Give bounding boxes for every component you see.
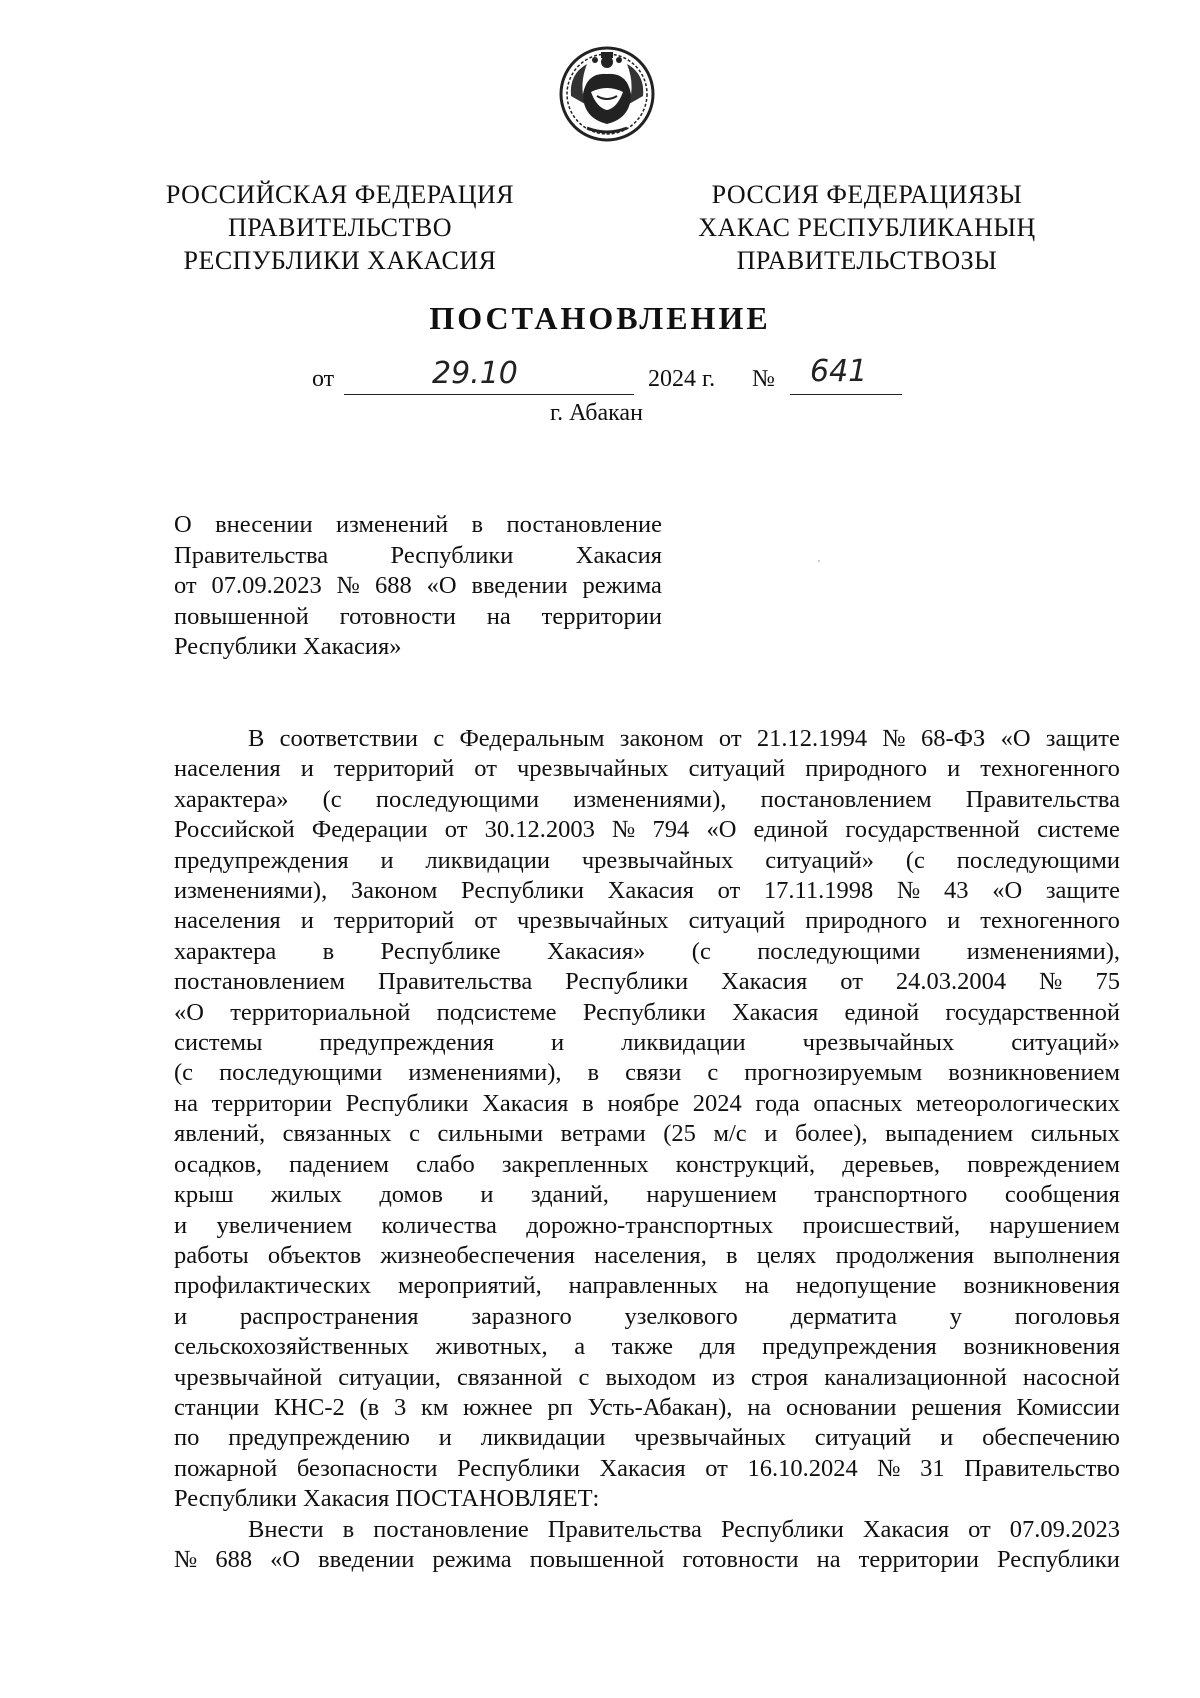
body-line: работы объектов жизнеобеспечения населения, в целях продолжения выполнения: [174, 1241, 1120, 1269]
date-underline: [344, 394, 634, 395]
body-line: явлений, связанных с сильными ветрами (25 м/с и более), выпадением сильных: [174, 1120, 1120, 1148]
body-line: станции КНС-2 (в 3 км южнее рп Усть-Абакан), на основании решения Комиссии: [174, 1393, 1120, 1421]
subject-line: Правительства Республики Хакасия: [174, 541, 662, 569]
body-line: населения и территорий от чрезвычайных ситуаций природного и техногенного: [174, 907, 1120, 935]
body-line: В соответствии с Федеральным законом от 21.12.1994 № 68-ФЗ «О защите: [248, 725, 1120, 752]
body-line: пожарной безопасности Республики Хакасия от 16.10.2024 № 31 Правительство: [174, 1454, 1120, 1482]
body-line: (с последующими изменениями), в связи с прогнозируемым возникновением: [174, 1059, 1120, 1087]
body-line: и распространения заразного узелкового дерматита у поголовья: [174, 1302, 1120, 1330]
handwritten-number: 641: [810, 354, 868, 389]
subject-line: О внесении изменений в постановление: [174, 511, 662, 538]
body-line: Республики Хакасия ПОСТАНОВЛЯЕТ:: [174, 1485, 600, 1513]
subject-line: Республики Хакасия»: [174, 633, 402, 660]
document-body: [174, 724, 1120, 1575]
body-line: по предупреждению и ликвидации чрезвычайных ситуаций и обеспечению: [174, 1424, 1120, 1452]
body-line: на территории Республики Хакасия в ноябре 2024 года опасных метеорологических: [174, 1089, 1120, 1117]
body-line: «О территориальной подсистеме Республики Хакасия единой государственной: [174, 998, 1120, 1026]
body-line: предупреждения и ликвидации чрезвычайных ситуаций» (с последующими: [174, 846, 1120, 874]
header-right-line: РОССИЯ ФЕДЕРАЦИЯЗЫ: [711, 180, 1023, 209]
subject-line: от 07.09.2023 № 688 «О введении режима: [174, 572, 662, 599]
header-right-line: ПРАВИТЕЛЬСТВОЗЫ: [736, 246, 998, 275]
header-right: [687, 178, 1047, 277]
body-line: характера в Республике Хакасия» (с последующими изменениями),: [174, 937, 1120, 965]
subject-line: повышенной готовности на территории: [174, 602, 662, 630]
body-line: и увеличением количества дорожно-транспортных происшествий, нарушением: [174, 1211, 1120, 1239]
body-line: постановлением Правительства Республики Хакасия от 24.03.2004 № 75: [174, 968, 1120, 996]
scan-speck: [818, 560, 820, 562]
document-subject: [174, 510, 662, 663]
body-line: населения и территорий от чрезвычайных ситуаций природного и техногенного: [174, 755, 1120, 783]
body-line: профилактических мероприятий, направленных на недопущение возникновения: [174, 1272, 1120, 1300]
date-year: 2024 г.: [648, 366, 716, 392]
header-left: [160, 178, 520, 277]
header-left-line: РОССИЙСКАЯ ФЕДЕРАЦИЯ: [165, 180, 515, 209]
header-right-line: ХАКАС РЕСПУБЛИКАНЫҢ: [698, 213, 1036, 242]
body-line: осадков, падением слабо закрепленных конструкций, деревьев, повреждением: [174, 1150, 1120, 1178]
body-line: чрезвычайной ситуации, связанной с выходом из строя канализационной насосной: [174, 1363, 1120, 1391]
body-line: Внести в постановление Правительства Республики Хакасия от 07.09.2023: [248, 1515, 1120, 1543]
city: г. Абакан: [550, 400, 643, 426]
body-line: изменениями), Законом Республики Хакасия от 17.11.1998 № 43 «О защите: [174, 877, 1120, 905]
body-line: системы предупреждения и ликвидации чрезвычайных ситуаций»: [174, 1029, 1120, 1057]
body-line: № 688 «О введении режима повышенной готовности на территории Республики: [174, 1545, 1120, 1573]
body-line: сельскохозяйственных животных, а также для предупреждения возникновения: [174, 1333, 1120, 1361]
body-line: характера» (с последующими изменениями), постановлением Правительства: [174, 785, 1120, 813]
body-line: Российской Федерации от 30.12.2003 № 794 «О единой государственной системе: [174, 816, 1120, 844]
header-left-line: ПРАВИТЕЛЬСТВО: [228, 213, 452, 242]
khakassia-coat-of-arms-icon: [557, 44, 657, 144]
body-line: крыш жилых домов и зданий, нарушением транспортного сообщения: [174, 1181, 1120, 1209]
handwritten-date: 29.10: [432, 356, 518, 391]
header-left-line: РЕСПУБЛИКИ ХАКАСИЯ: [183, 246, 497, 275]
number-sign: №: [752, 366, 775, 392]
document-title: ПОСТАНОВЛЕНИЕ: [429, 300, 771, 336]
number-underline: [790, 394, 902, 395]
date-prefix: от: [312, 366, 335, 392]
